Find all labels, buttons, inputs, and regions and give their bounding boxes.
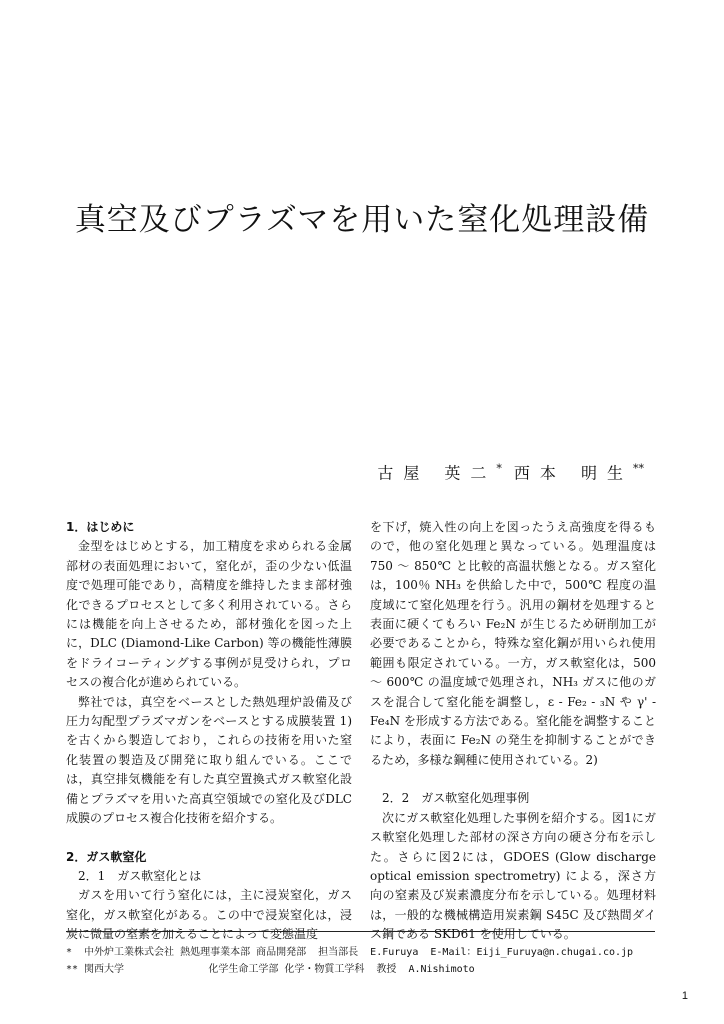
left-column: [66, 518, 352, 945]
right-column: [370, 518, 656, 945]
page-number: 1: [681, 990, 688, 1002]
body-paragraph: 金型をはじめとする，加工精度を求められる金属部材の表面処理において，窒化が，歪の少ない低温度で処理可能であり，高精度を維持したまま部材強化できるプロセスとして多く利用されている。さらには機能を向上させるため，部材強化を図った上に，DLC (Diamond-Like Carbon) 等の機能性薄膜をドライコーティングする事例が見受けられ，プロセスの複合化が進められている。: [66, 539, 352, 690]
author-line: [377, 458, 656, 484]
body-paragraph: ガスを用いて行う窒化には，主に浸炭窒化，ガス窒化，ガス軟窒化がある。この中で浸炭窒化は，浸炭に微量の窒素を加えることによって変態温度: [66, 888, 352, 942]
subsection-heading: 2．2 ガス軟窒化処理事例: [382, 791, 530, 806]
affiliation-mark: **: [633, 462, 644, 475]
body-paragraph: 弊社では，真空をベースとした熱処理炉設備及び圧力勾配型プラズマガンをベースとする成膜装置 1) を古くから製造しており，これらの技術を用いた窒化装置の製造及び開発に取り組んでいる。ここでは，真空排気機能を有した真空置換式ガス軟窒化設備とプラズマを用いた高真空領域での窒化及びDLC成膜のプロセス複合化技術を紹介する。: [66, 694, 352, 826]
body-paragraph: を下げ，焼入性の向上を図ったうえ高強度を得るもので，他の窒化処理と異なっている。処理温度は 750 ～ 850℃ と比較的高温状態となる。ガス窒化は，100％ NH₃ を供給した中で，500℃ 程度の温度域にて窒化処理を行う。汎用の鋼材を処理すると表面に硬くてもろい Fe₂N が生じるため研削加工が必要であることから，特殊な窒化鋼が用いられ使用範囲も限定されている。一方，ガス軟窒化は，500 ～ 600℃ の温度域で処理され，NH₃ ガスに他のガスを混合して窒化能を調整し，ε - Fe₂ - ₃N や γ' - Fe₄N を形成する方法である。窒化能を調整することにより，表面に Fe₂N の発生を抑制することができるため，多様な鋼種に使用されている。2): [370, 520, 656, 767]
footnotes: [66, 944, 666, 978]
author-name: 西本 明生: [513, 463, 633, 483]
section-heading: 2．ガス軟窒化: [66, 849, 147, 864]
footnote: * 中外炉工業株式会社 熱処理事業本部 商品開発部 担当部長 E.Furuya E-Mail：Eiji_Furuya@n.chugai.co.jp: [66, 947, 634, 958]
footnote-divider: [66, 931, 655, 932]
footnote: ** 関西大学 化学生命工学部 化学・物質工学科 教授 A.Nishimoto: [66, 964, 475, 975]
paper-title: 真空及びプラズマを用いた窒化処理設備: [74, 202, 650, 238]
body-paragraph: 次にガス軟窒化処理した事例を紹介する。図1にガス軟窒化処理した部材の深さ方向の硬さ分布を示した。さらに図2には，GDOES (Glow discharge optical emission spectrometry) による，深さ方向の窒素及び炭素濃度分布を示している。処理材料は，一般的な機械構造用炭素鋼 S45C 及び熱間ダイス鋼である SKD61 を使用している。: [370, 810, 656, 942]
section-heading: 1．はじめに: [66, 520, 135, 534]
affiliation-mark: *: [496, 462, 502, 475]
subsection-heading: 2．1 ガス軟窒化とは: [78, 868, 202, 883]
author-name: 古屋 英二: [377, 463, 497, 483]
